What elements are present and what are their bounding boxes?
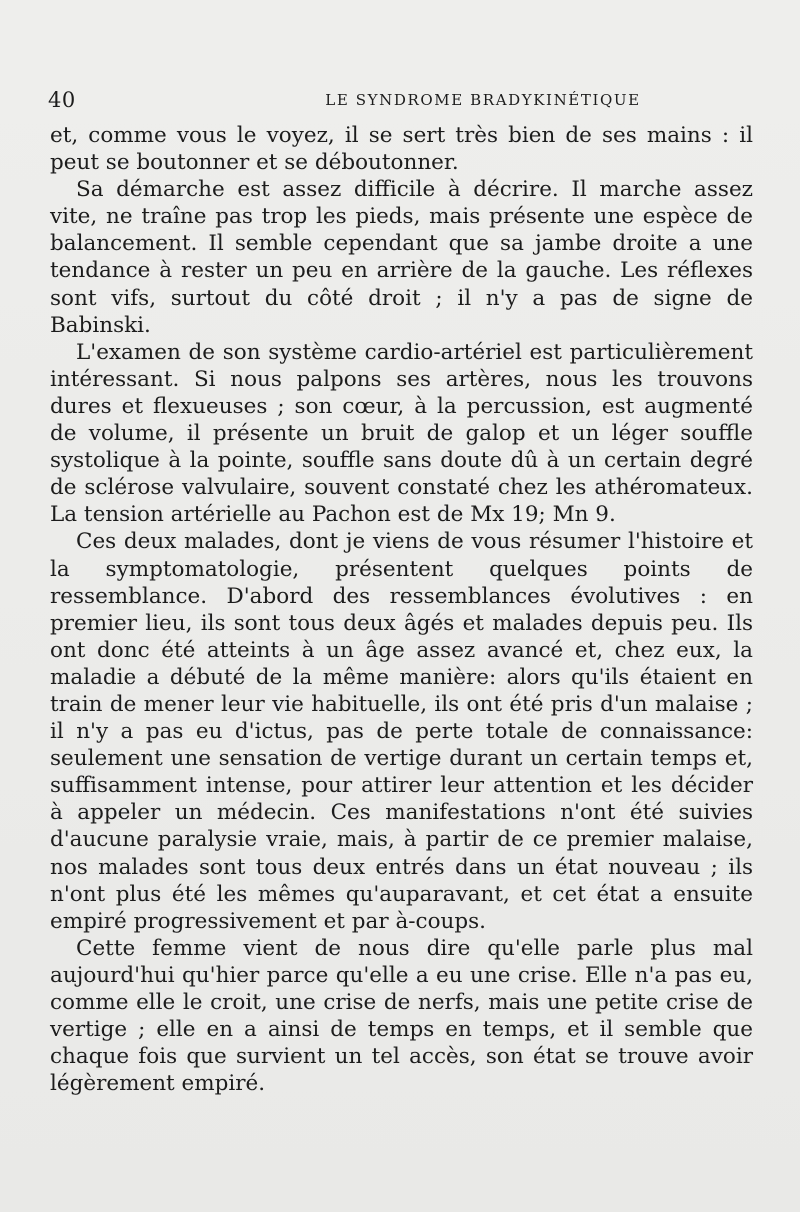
paragraph: Cette femme vient de nous dire qu'elle parle plus mal aujourd'hui qu'hier parce qu'elle a eu une crise. Elle n'a pas eu, comme elle le croit, une crise de nerfs, mais une petite crise de vertige ; elle en a ainsi de temps en temps, et il semble que chaque fois que survient un tel accès, son état se trouve avoir légèrement empiré. xyxy=(50,935,753,1097)
paragraph: Ces deux malades, dont je viens de vous résumer l'histoire et la symptomatologie, présentent quelques points de ressemblance. D'abord des ressemblances évolutives : en premier lieu, ils sont tous deux âgés et malades depuis peu. Ils ont donc été atteints à un âge assez avancé et, chez eux, la maladie a débuté de la même manière: alors qu'ils étaient en train de mener leur vie habituelle, ils ont été pris d'un malaise ; il n'y a pas eu d'ictus, pas de perte totale de connaissance: seulement une sensation de vertige durant un certain temps et, suffisamment intense, pour attirer leur attention et les décider à appeler un médecin. Ces manifestations n'ont été suivies d'aucune paralysie vraie, mais, à partir de ce premier malaise, nos malades sont tous deux entrés dans un état nouveau ; ils n'ont plus été les mêmes qu'auparavant, et cet état a ensuite empiré progressivement et par à-coups. xyxy=(50,529,753,934)
page-header xyxy=(48,88,750,114)
body-text xyxy=(50,122,753,1097)
paragraph: et, comme vous le voyez, il se sert très bien de ses mains : il peut se boutonner et se déboutonner. xyxy=(50,123,753,176)
page-number: 40 xyxy=(48,88,76,112)
paragraph: Sa démarche est assez difficile à décrire. Il marche assez vite, ne traîne pas trop les pieds, mais présente une espèce de balancement. Il semble cependant que sa jambe droite a une tendance à rester un peu en arrière de la gauche. Les réflexes sont vifs, surtout du côté droit ; il n'y a pas de signe de Babinski. xyxy=(50,177,753,338)
running-title: LE SYNDROME BRADYKINÉTIQUE xyxy=(325,91,641,109)
paragraph: L'examen de son système cardio-artériel est particulièrement intéressant. Si nous palpons ses artères, nous les trouvons dures et flexueuses ; son cœur, à la percussion, est augmenté de volume, il présente un bruit de galop et un léger souffle systolique à la pointe, souffle sans doute dû à un certain degré de sclérose valvulaire, souvent constaté chez les athéromateux. La tension artérielle au Pachon est de Mx 19; Mn 9. xyxy=(50,339,753,528)
